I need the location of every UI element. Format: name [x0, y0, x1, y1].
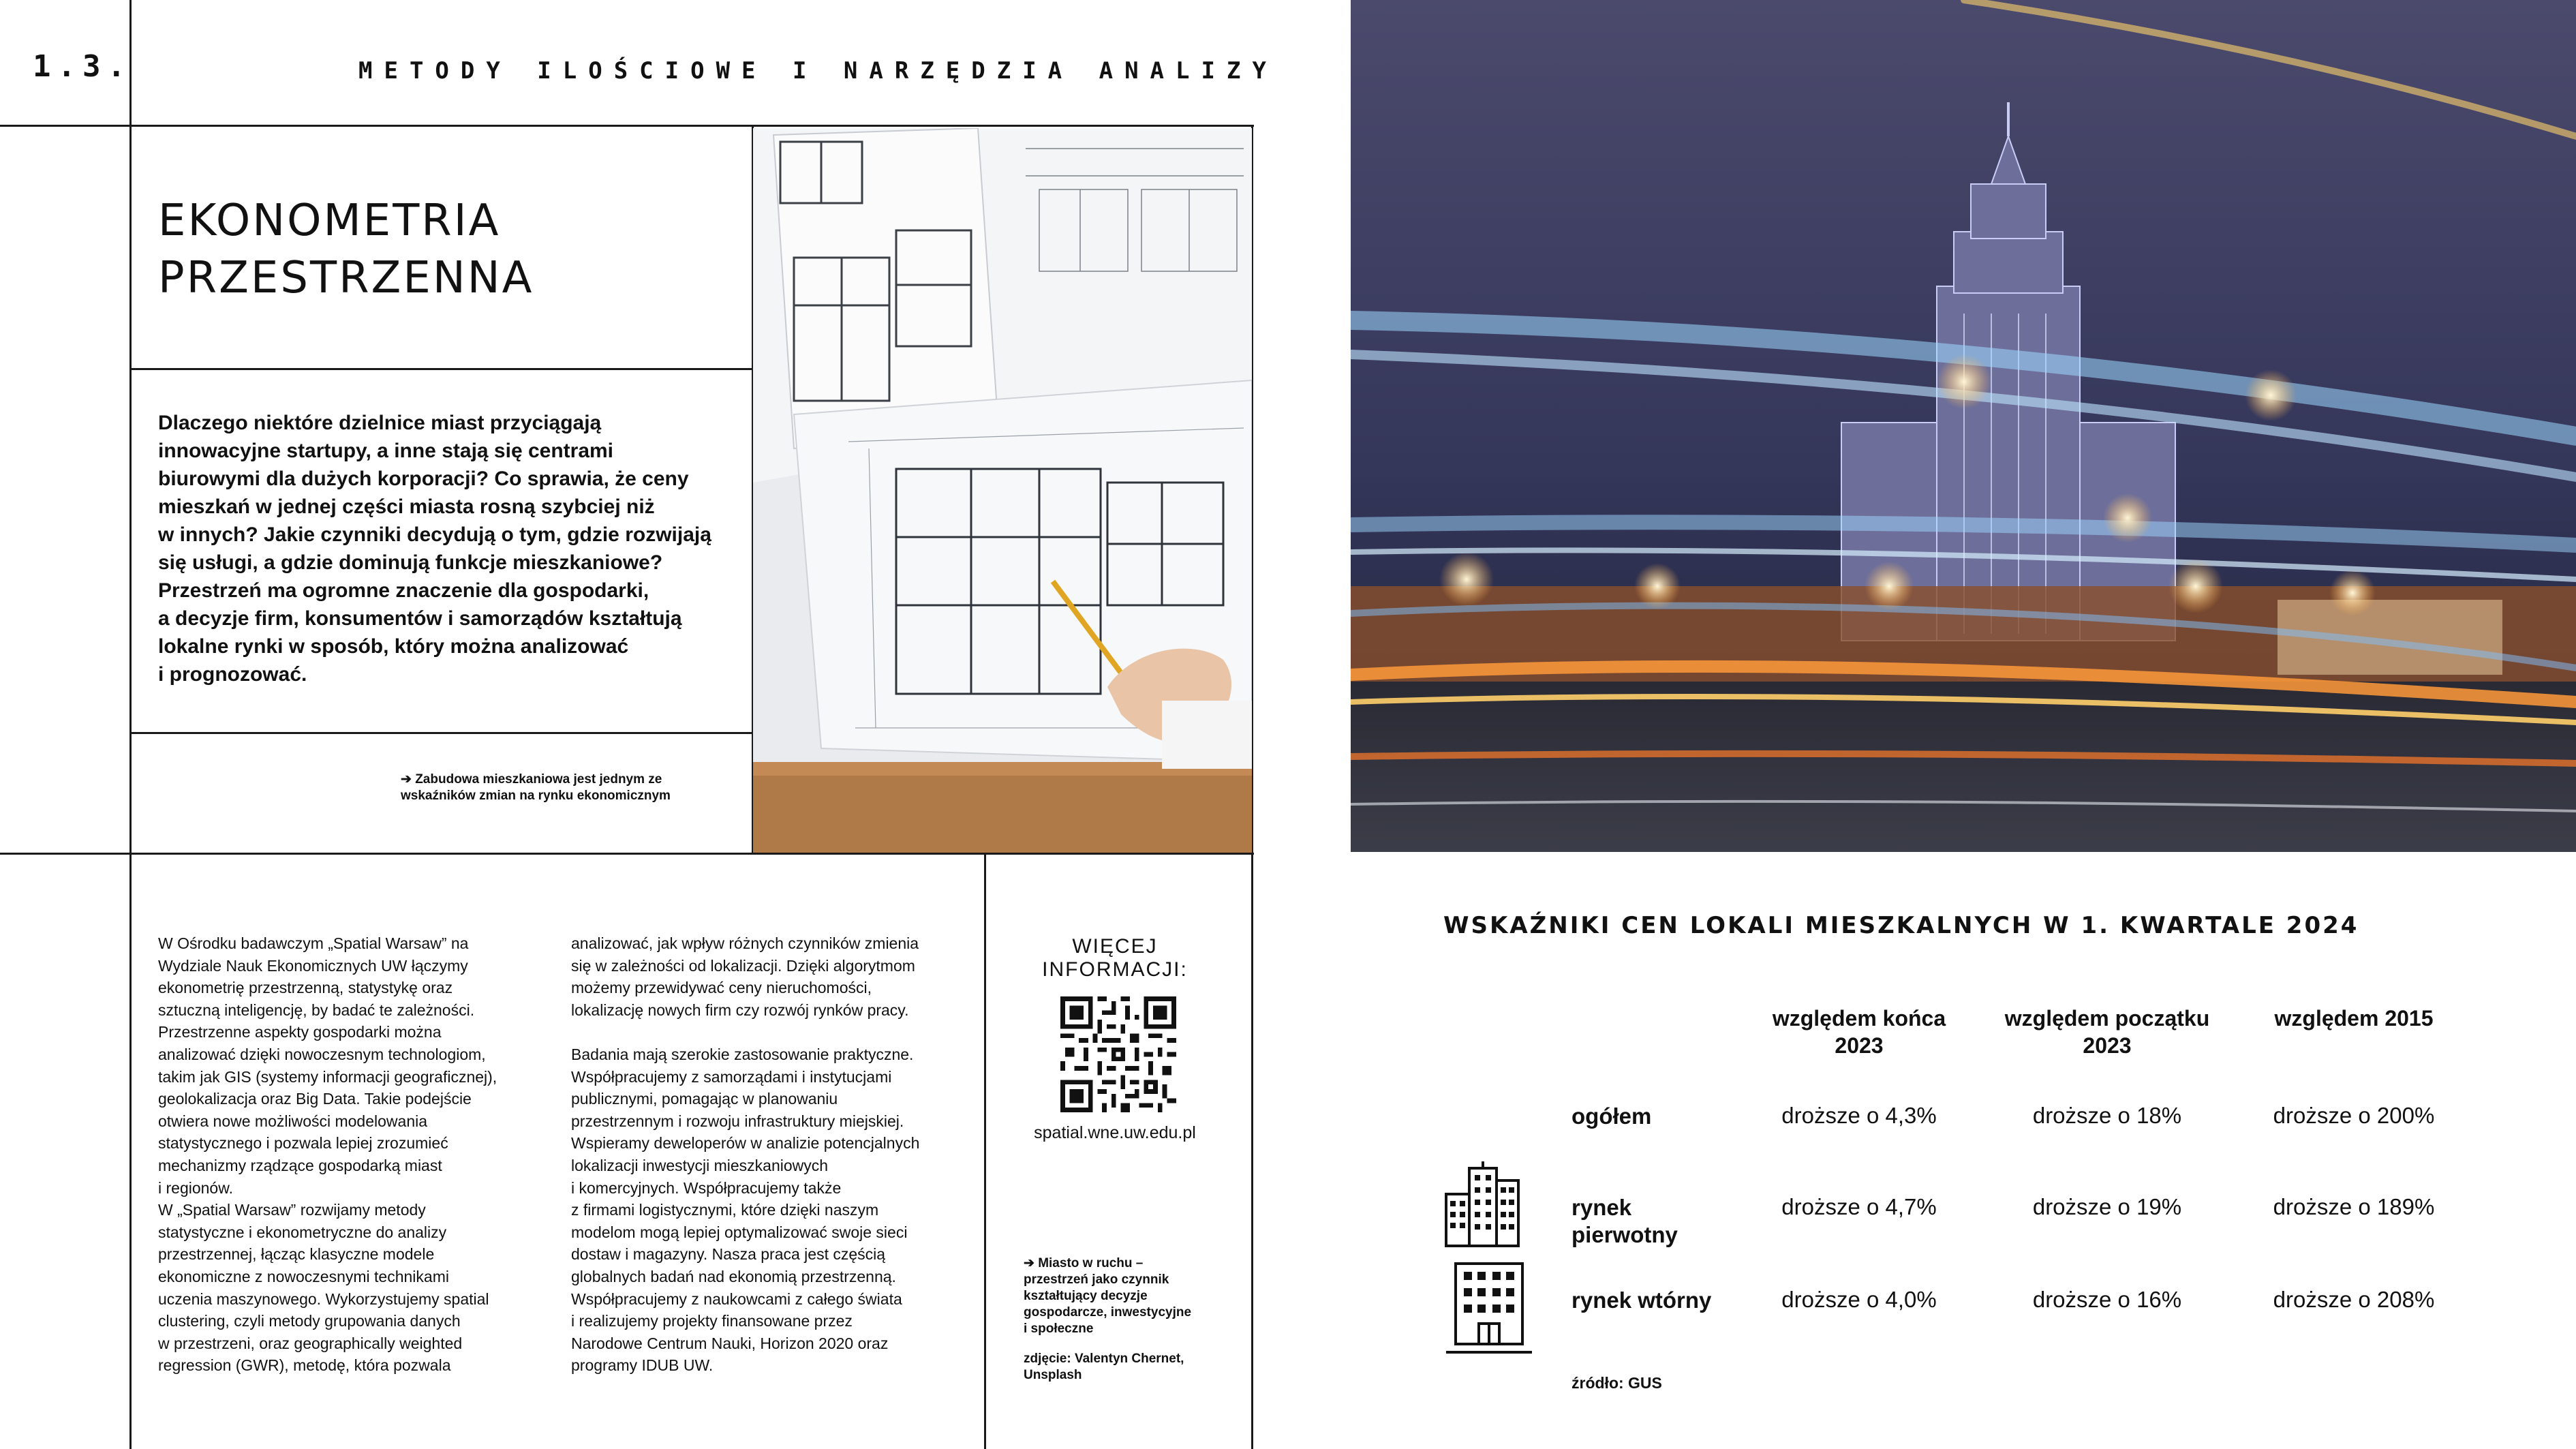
palace-of-culture-illustration [1351, 0, 2576, 852]
intro-line: biurowymi dla dużych korporacji? Co sprawia, że ceny [158, 468, 689, 490]
city-photo-caption [1024, 1255, 1191, 1337]
body-line: statystyczne i ekonometryczne do analizy [158, 1223, 447, 1241]
table-cell: droższe o 4,0% [1781, 1287, 1937, 1312]
body-line: z firmami logistycznymi, które dzięki naszym [571, 1201, 879, 1219]
row-label-line: ogółem [1571, 1103, 1652, 1129]
title-rule [129, 368, 753, 370]
body-line: publicznymi, pomagając w planowaniu [571, 1090, 838, 1108]
body-line: clustering, czyli metody grupowania danych [158, 1312, 461, 1330]
table-cell: droższe o 19% [2032, 1194, 2182, 1219]
header-rule-left [0, 125, 1254, 127]
body-line: przestrzennym i rozwoju infrastruktury miejskiej. [571, 1112, 904, 1130]
photo-credit [1024, 1351, 1184, 1384]
lower-rule [0, 853, 1254, 855]
left-margin-rule [129, 0, 132, 1449]
body-line: Współpracujemy z naukowcami z całego świata [571, 1290, 902, 1308]
caption-line: przestrzeń jako czynnik [1024, 1272, 1169, 1287]
blueprint-caption [401, 772, 671, 804]
body-line [571, 1021, 919, 1043]
credit-line: Unsplash [1024, 1368, 1082, 1382]
table-cell: droższe o 208% [2273, 1287, 2435, 1312]
article-title [158, 192, 731, 307]
apartment-building-icon [1443, 1261, 1535, 1356]
intro-line: lokalne rynki w sposób, który można analizować [158, 635, 629, 658]
body-line: możemy przewidywać ceny nieruchomości, [571, 979, 872, 997]
row-label-line: pierwotny [1571, 1222, 1678, 1247]
body-line: geolokalizacja oraz Big Data. Takie podejście [158, 1090, 472, 1108]
body-line: W „Spatial Warsaw” rozwijamy metody [158, 1201, 426, 1219]
body-line: regression (GWR), metodę, która pozwala [158, 1356, 451, 1375]
column-header-line: względem początku [2004, 1006, 2210, 1031]
body-column-2 [571, 932, 919, 1377]
row-label-line: rynek wtórny [1571, 1287, 1712, 1313]
data-source: źródło: GUS [1571, 1374, 1662, 1392]
price-table-title: WSKAŹNIKI CEN LOKALI MIESZKALNYCH W 1. KWARTALE 2024 [1443, 912, 2359, 939]
intro-line: Przestrzeń ma ogromne znaczenie dla gospodarki, [158, 579, 649, 602]
body-line: Badania mają szerokie zastosowanie praktyczne. [571, 1045, 914, 1063]
body-line: takim jak GIS (systemy informacji geograficznej), [158, 1067, 497, 1086]
skyscraper-buildings-icon [1443, 1160, 1522, 1249]
caption-line: i społeczne [1024, 1322, 1094, 1336]
column-header-2015 [2238, 1005, 2470, 1032]
body-line: globalnych badań nad ekonomią przestrzenną. [571, 1267, 896, 1285]
credit-line: zdjęcie: Valentyn Chernet, [1024, 1352, 1184, 1366]
body-line: Wydziale Nauk Ekonomicznych UW łączymy [158, 956, 468, 975]
body-line: i regionów. [158, 1178, 233, 1197]
body-line: lokalizację nowych firm czy rozwój rynków pracy. [571, 1001, 909, 1019]
body-line: ekonomiczne z nowoczesnymi technikami [158, 1267, 449, 1285]
title-line: EKONOMETRIA [158, 196, 501, 246]
column-header-end-2023 [1743, 1005, 1975, 1059]
row-label-primary-market [1571, 1194, 1678, 1249]
apartment-building-icon [1443, 1261, 1535, 1356]
intro-line: i prognozować. [158, 663, 307, 686]
body-line: Narodowe Centrum Nauki, Horizon 2020 oraz [571, 1334, 889, 1352]
body-line: modelom mogą lepiej optymalizować swoje sieci [571, 1223, 908, 1241]
column-header-start-2023 [1991, 1005, 2223, 1059]
body-line: W Ośrodku badawczym „Spatial Warsaw” na [158, 934, 469, 952]
body-line: w przestrzeni, oraz geographically weighted [158, 1334, 463, 1352]
column-header-line: względem 2015 [2274, 1006, 2434, 1031]
column-header-line: 2023 [1835, 1033, 1884, 1058]
caption-line: ➔ Zabudowa mieszkaniowa jest jednym ze [401, 772, 662, 787]
body-line: się w zależności od lokalizacji. Dzięki algorytmom [571, 956, 915, 975]
qr-code-icon [1060, 996, 1176, 1112]
table-cell: droższe o 4,3% [1781, 1103, 1937, 1128]
table-cell: droższe o 200% [2273, 1103, 2435, 1128]
body-line: ekonometrię przestrzenną, statystykę oraz [158, 979, 453, 997]
section-title: METODY ILOŚCIOWE I NARZĘDZIA ANALIZY [358, 57, 1278, 85]
more-info-heading [985, 935, 1244, 981]
column-header-line: 2023 [2083, 1033, 2132, 1058]
table-cell: droższe o 16% [2032, 1287, 2182, 1312]
section-number: 1.3. [33, 49, 132, 84]
more-info-line: WIĘCEJ [1072, 935, 1158, 958]
intro-line: a decyzje firm, konsumentów i samorządów kształtują [158, 607, 682, 630]
row-label-total [1571, 1103, 1651, 1130]
row-label-line: rynek [1571, 1195, 1632, 1220]
caption-line: ➔ Miasto w ruchu – [1024, 1256, 1144, 1270]
body-line: programy IDUB UW. [571, 1356, 714, 1375]
body-line: Współpracujemy z samorządami i instytucjami [571, 1067, 892, 1086]
body-line: sztuczną inteligencję, by badać te zależności. [158, 1001, 475, 1019]
caption-line: kształtujący decyzje [1024, 1289, 1148, 1303]
body-line: mechanizmy rządzące gospodarką miast [158, 1156, 442, 1174]
body-line: dostaw i magazyny. Nasza praca jest częścią [571, 1245, 886, 1264]
body-line: przestrzennej, łącząc klasyczne modele [158, 1245, 435, 1264]
intro-line: mieszkań w jednej części miasta rosną szybciej niż [158, 495, 655, 518]
body-line: uczenia maszynowego. Wykorzystujemy spatial [158, 1290, 489, 1308]
table-cell: droższe o 18% [2032, 1103, 2182, 1128]
intro-line: Dlaczego niektóre dzielnice miast przyciągają [158, 412, 602, 434]
intro-line: innowacyjne startupy, a inne stają się centrami [158, 440, 614, 462]
intro-rule [129, 732, 753, 734]
more-info-line: INFORMACJI: [1042, 958, 1188, 981]
city-night-photo [1351, 0, 2576, 852]
body-line: statystycznego i pozwala lepiej zrozumieć [158, 1134, 448, 1153]
intro-paragraph [158, 409, 731, 688]
row-label-secondary-market [1571, 1287, 1711, 1314]
intro-line: w innych? Jakie czynniki decydują o tym, gdzie rozwijają [158, 523, 711, 546]
body-line: lokalizacji inwestycji mieszkaniowych [571, 1156, 829, 1174]
body-line: Wspieramy deweloperów w analizie potencjalnych [571, 1134, 920, 1153]
caption-line: wskaźników zmian na rynku ekonomicznym [401, 789, 671, 803]
qr-code[interactable] [1060, 996, 1176, 1112]
skyscraper-buildings-icon [1443, 1160, 1522, 1249]
body-line: i realizujemy projekty finansowane przez [571, 1312, 853, 1330]
body-line: analizować dzięki nowoczesnym technologiom, [158, 1045, 486, 1063]
title-line: PRZESTRZENNA [158, 253, 534, 303]
body-line: i komercyjnych. Współpracujemy także [571, 1178, 842, 1197]
blueprint-photo [753, 128, 1252, 853]
caption-line: gospodarcze, inwestycyjne [1024, 1305, 1192, 1320]
body-column-1 [158, 932, 497, 1377]
blueprint-illustration [753, 128, 1252, 853]
table-cell: droższe o 189% [2273, 1194, 2435, 1219]
body-line: analizować, jak wpływ różnych czynników zmienia [571, 934, 919, 952]
body-line: otwiera nowe możliwości modelowania [158, 1112, 428, 1130]
intro-line: się usługi, a gdzie dominują funkcje mieszkaniowe? [158, 551, 663, 574]
table-cell: droższe o 4,7% [1781, 1194, 1937, 1219]
column-header-line: względem końca [1772, 1006, 1946, 1031]
info-url-link[interactable]: spatial.wne.uw.edu.pl [1034, 1123, 1196, 1142]
body-line: Przestrzenne aspekty gospodarki można [158, 1023, 442, 1041]
